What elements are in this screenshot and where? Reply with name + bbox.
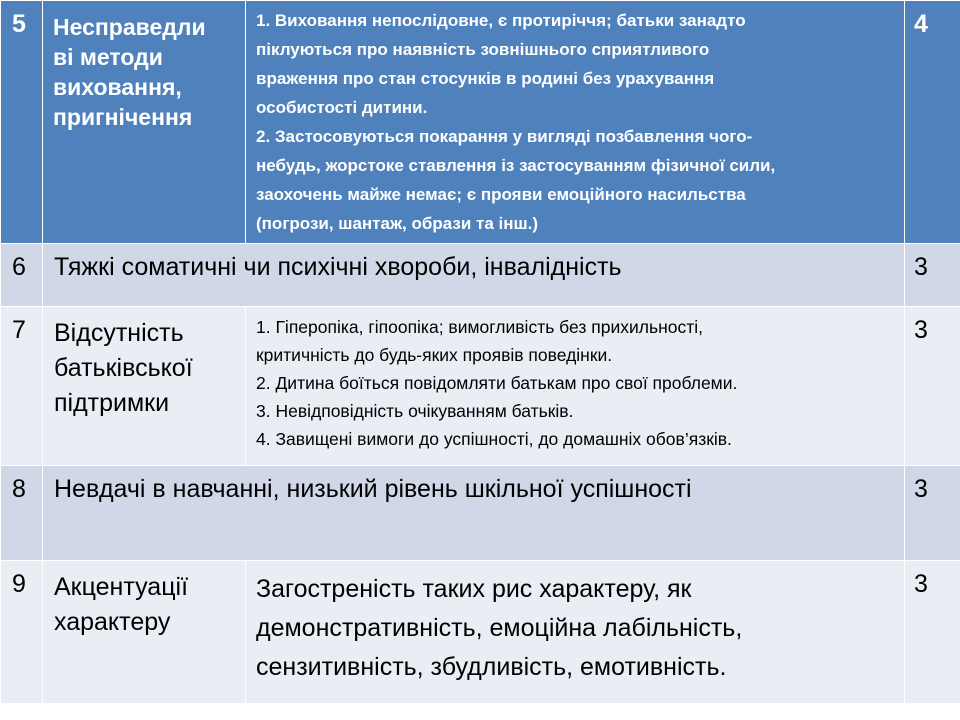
description-line: критичність до будь-яких проявів поведінки. xyxy=(256,345,613,365)
description-line: 1. Виховання непослідовне, є протиріччя; батьки занадто xyxy=(256,11,746,30)
factor-title-line: Акцентуації xyxy=(54,573,189,601)
description-line: демонстративність, емоційна лабільність, xyxy=(256,614,743,642)
description-line: сензитивність, збудливість, емотивність. xyxy=(256,653,727,681)
description-line: особистості дитини. xyxy=(256,98,428,117)
table-row xyxy=(1,466,960,561)
factor-title-line: Відсутність xyxy=(54,319,184,347)
row-number: 9 xyxy=(12,570,26,598)
description-line: заохочень майже немає; є прояви емоційного насильства xyxy=(256,185,746,204)
description-line: 2. Застосовуються покарання у вигляді позбавлення чого- xyxy=(256,127,753,146)
factor-description xyxy=(246,561,904,687)
row-number: 7 xyxy=(12,316,26,344)
description-line: піклуються про наявність зовнішнього сприятливого xyxy=(256,40,710,59)
row-number: 6 xyxy=(12,253,26,281)
description-line: 1. Гіперопіка, гіпоопіка; вимогливість без прихильності, xyxy=(256,317,703,337)
score-value: 3 xyxy=(914,253,928,281)
table-row xyxy=(1,1,960,244)
score-value: 3 xyxy=(914,475,928,503)
factor-title: Тяжкі соматичні чи психічні хвороби, інвалідність xyxy=(54,253,622,281)
description-line: небудь, жорстоке ставлення із застосуванням фізичної сили, xyxy=(256,156,776,175)
description-line: 3. Невідповідність очікуванням батьків. xyxy=(256,401,574,421)
factor-title xyxy=(43,1,245,132)
description-line: Загостреність таких рис характеру, як xyxy=(256,575,692,603)
factor-description xyxy=(246,1,904,238)
row-number: 8 xyxy=(12,475,26,503)
factor-title-line: характеру xyxy=(54,608,171,636)
description-line: 2. Дитина боїться повідомляти батькам про свої проблеми. xyxy=(256,373,738,393)
table-row xyxy=(1,561,960,704)
description-line: враження про стан стосунків в родині без урахування xyxy=(256,69,715,88)
description-line: (погрози, шантаж, образи та інш.) xyxy=(256,214,539,233)
description-line: 4. Завищені вимоги до успішності, до домашніх обов’язків. xyxy=(256,429,732,449)
table-row xyxy=(1,307,960,466)
factor-title-line: підтримки xyxy=(54,389,170,417)
factor-title: Невдачі в навчанні, низький рівень шкільної успішності xyxy=(54,475,692,503)
factor-title-line: Несправедли xyxy=(53,14,206,40)
factor-title-line: виховання, xyxy=(53,74,182,100)
row-number: 5 xyxy=(12,10,26,38)
score-value: 4 xyxy=(914,10,928,38)
factor-title-line: пригнічення xyxy=(53,104,193,130)
factor-title xyxy=(43,307,245,421)
score-value: 3 xyxy=(914,570,928,598)
table-row xyxy=(1,244,960,307)
factor-title-line: ві методи xyxy=(53,44,163,70)
factor-title xyxy=(43,561,245,640)
score-value: 3 xyxy=(914,316,928,344)
factor-description xyxy=(246,307,904,453)
factor-title-line: батьківської xyxy=(54,354,193,382)
